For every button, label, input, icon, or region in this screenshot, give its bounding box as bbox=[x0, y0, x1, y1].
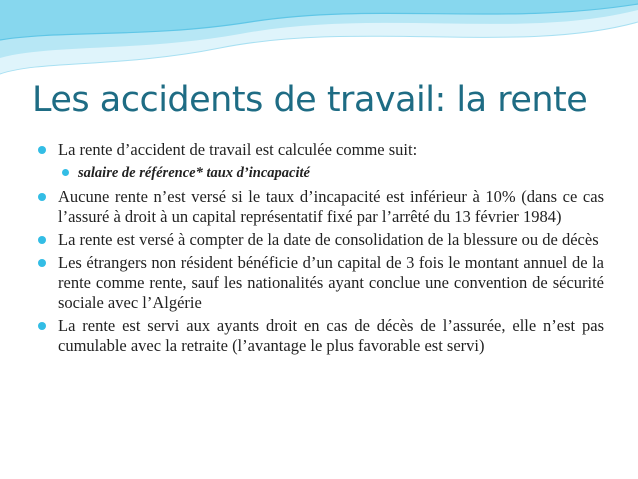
bullet-icon bbox=[38, 259, 46, 267]
bullet-text: Aucune rente n’est versé si le taux d’incapacité est inférieur à 10% (dans ce cas l’assuré à droit à un capital représentatif fixé par l’arrêté du 13 février 1984) bbox=[58, 187, 604, 226]
bullet-icon bbox=[38, 193, 46, 201]
bullet-icon bbox=[38, 322, 46, 330]
bullet-item bbox=[38, 253, 604, 313]
bullet-text: salaire de référence* taux d’incapacité bbox=[78, 165, 310, 181]
bullet-item bbox=[38, 140, 604, 160]
bullet-text: La rente d’accident de travail est calculée comme suit: bbox=[58, 140, 418, 159]
bullet-text: La rente est versé à compter de la date de consolidation de la blessure ou de décès bbox=[58, 230, 599, 249]
bullet-icon bbox=[38, 146, 46, 154]
bullet-text: La rente est servi aux ayants droit en cas de décès de l’assurée, elle n’est pas cumulable avec la retraite (l’avantage le plus favorable est servi) bbox=[58, 316, 604, 355]
bullet-text: Les étrangers non résident bénéficie d’un capital de 3 fois le montant annuel de la rente comme rente, sauf les nationalités ayant conclue une convention de sécurité sociale avec l’Algérie bbox=[58, 253, 604, 312]
sub-bullet-item bbox=[62, 163, 604, 183]
bullet-item bbox=[38, 316, 604, 356]
bullet-item bbox=[38, 230, 604, 250]
bullet-list bbox=[38, 140, 604, 359]
bullet-icon bbox=[38, 236, 46, 244]
bullet-icon bbox=[62, 169, 69, 176]
bullet-item bbox=[38, 187, 604, 227]
header-wave-decoration bbox=[0, 0, 638, 80]
slide-title: Les accidents de travail: la rente bbox=[32, 80, 588, 120]
